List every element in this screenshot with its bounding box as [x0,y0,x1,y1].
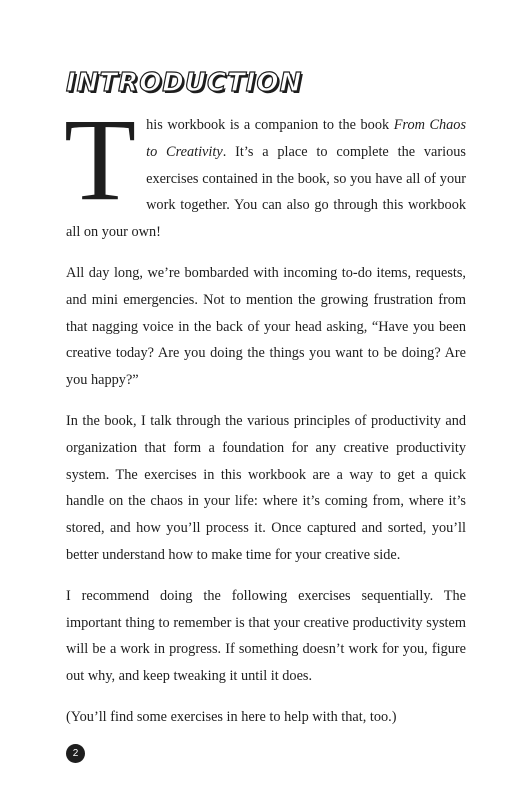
paragraph-intro [64,94,467,246]
paragraph-recommend: I recommend doing the following exercises sequentially. The important thing to remember is that your creative productivity system will be a work in progress. If something doesn’t work for you, figure out why, and keep tweaking it until it does. [66,587,466,685]
book-title: From Chaos to Creativity [146,117,467,160]
paragraph-intro-start: his workbook is a companion to the book [146,117,394,133]
paragraph-bombarded: All day long, we’re bombarded with incoming to-do items, requests, and mini emergencies. Not to mention the growing frustration from that nagging voice in the back of your head asking, “Have you been creative today? Are you doing the things you want to be doing? Are you happy?” [66,264,466,389]
paragraph-note: (You’ll find some exercises in here to help with that, too.) [66,708,397,725]
page-heading: INTRODUCTION [66,68,303,98]
body-text [64,94,467,731]
paragraph-intro-end: . It’s a place to complete the various exercises contained in the book, so you have all of your work together. You can also go through this workbook all on your own! [66,143,466,241]
paragraph-principles: In the book, I talk through the various principles of productivity and organization that form a foundation for any creative productivity system. The exercises in this workbook are a way to get a quick handle on the chaos in your life: where it’s coming from, where it’s stored, and how you’ll process it. Once captured and sorted, you’ll better understand how to make time for your creative side. [66,412,466,563]
page-number-badge: 2 [66,744,85,763]
drop-cap: T [64,94,137,225]
